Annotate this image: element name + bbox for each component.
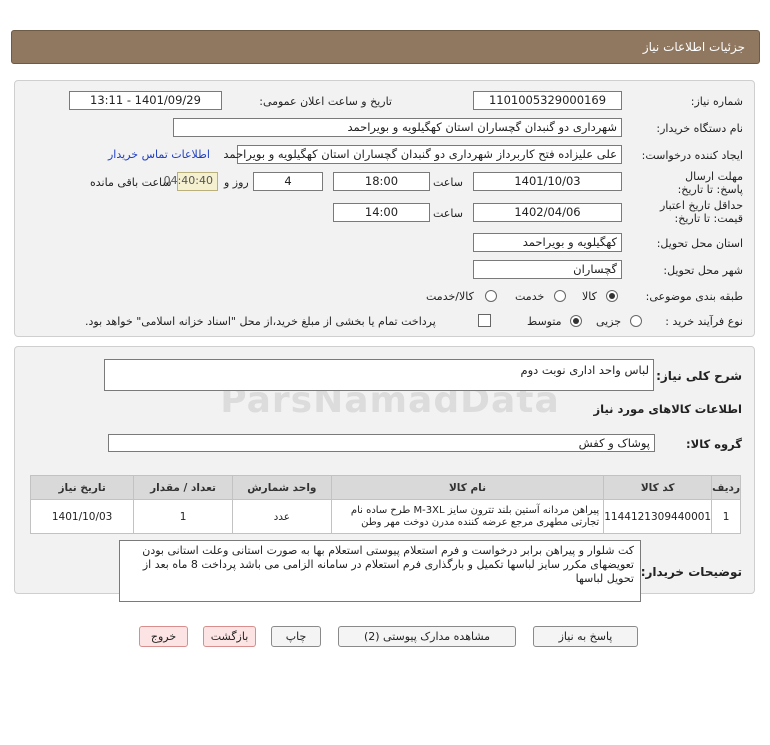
category-service-radio[interactable] [554,290,566,302]
group-text: پوشاک و کفش [578,436,650,450]
deadline-label: مهلت ارسال پاسخ: تا تاریخ: [677,170,743,196]
col-code-header: کد کالا [604,476,712,500]
need-number-field: 1101005329000169 [473,91,622,110]
group-label: گروه کالا: [686,437,742,451]
process-label: نوع فرآیند خرید : [665,315,743,328]
process-minor-radio[interactable] [630,315,642,327]
col-unit-header: واحد شمارش [232,476,331,500]
days-field: 4 [253,172,323,191]
category-service-label: خدمت [515,290,545,303]
announce-field: 1401/09/29 - 13:11 [69,91,222,110]
cell-unit: عدد [232,500,331,534]
remaining-time-field: 04:40:40 [177,172,218,191]
payment-note: پرداخت تمام یا بخشی از مبلغ خرید،از محل "اسناد خزانه اسلامی" خواهد بود. [85,315,436,328]
summary-field [104,359,654,391]
col-name-header: نام کالا [331,476,603,500]
category-goods-service-radio[interactable] [485,290,497,302]
buyer-org-label: نام دستگاه خریدار: [656,122,743,135]
deadline-time-label: ساعت [433,176,463,189]
cell-date: 1401/10/03 [31,500,134,534]
view-attachments-button[interactable]: مشاهده مدارک پیوستی (2) [338,626,516,647]
validity-time-label: ساعت [433,207,463,220]
page-title: جزئیات اطلاعات نیاز [642,40,745,54]
cell-qty: 1 [134,500,233,534]
col-date-header: تاریخ نیاز [31,476,134,500]
category-label: طبقه بندی موضوعی: [645,290,743,303]
exit-button[interactable]: خروج [139,626,188,647]
table-row [31,500,741,534]
buyer-desc-field: کت شلوار و پیراهن برابر درخواست و فرم استعلام پیوستی استعلام بها به صورت استانی وعلت استانی بودن تعویضهای مکرر سایز لباسها تکمیل و بارگذاری فرم استعلام در سامانه الزامی می باشد پرداخت 8 ماه بعد از تحویل لباسها [119,540,641,602]
delivery-city-field: گچساران [473,260,622,279]
category-goods-radio[interactable] [606,290,618,302]
process-medium-radio[interactable] [570,315,582,327]
validity-label: حداقل تاریخ اعتبار قیمت: تا تاریخ: [659,199,743,225]
announce-label: تاریخ و ساعت اعلان عمومی: [259,95,392,108]
days-label: روز و [224,176,249,189]
col-row-header: ردیف [712,476,741,500]
summary-label: شرح کلی نیاز: [656,369,742,383]
requester-label: ایجاد کننده درخواست: [641,149,743,162]
validity-date-field: 1402/04/06 [473,203,622,222]
process-medium-label: متوسط [527,315,562,328]
process-minor-label: جزیی [596,315,622,328]
items-table [30,475,741,534]
back-button[interactable]: بازگشت [203,626,256,647]
cell-code: 1144121309440001 [604,500,712,534]
buyer-contact-link[interactable]: اطلاعات تماس خریدار [108,148,210,161]
group-field [108,434,655,452]
page-header [11,30,760,64]
deadline-date-field: 1401/10/03 [473,172,622,191]
remaining-label: ساعت باقی مانده [90,176,172,189]
payment-treasury-checkbox[interactable] [478,314,491,327]
validity-time-field: 14:00 [333,203,430,222]
delivery-province-field: کهگیلویه و بویراحمد [473,233,622,252]
print-button[interactable]: چاپ [271,626,321,647]
deadline-time-field: 18:00 [333,172,430,191]
reply-button[interactable]: پاسخ به نیاز [533,626,638,647]
category-goods-service-label: کالا/خدمت [426,290,474,303]
delivery-province-label: استان محل تحویل: [656,237,743,250]
col-qty-header: تعداد / مقدار [134,476,233,500]
items-title: اطلاعات کالاهای مورد نیاز [593,402,742,416]
summary-text: لباس واحد اداری نوبت دوم [520,363,649,377]
need-number-label: شماره نیاز: [690,95,743,108]
delivery-city-label: شهر محل تحویل: [663,264,743,277]
cell-row: 1 [712,500,741,534]
buyer-desc-label: توضیحات خریدار: [640,565,742,579]
cell-name: پیراهن مردانه آستین بلند تترون سایز M-3XL طرح ساده نام تجارتی مطهری مرجع عرضه کننده مدرن دوخت مهر وطن [331,500,603,534]
requester-field: علی علیزاده فتح کاربرداز شهرداری دو گنبدان گچساران استان کهگیلویه و بویراحمد [237,145,622,164]
buyer-org-field: شهرداری دو گنبدان گچساران استان کهگیلویه و بویراحمد [173,118,622,137]
category-goods-label: کالا [582,290,597,303]
